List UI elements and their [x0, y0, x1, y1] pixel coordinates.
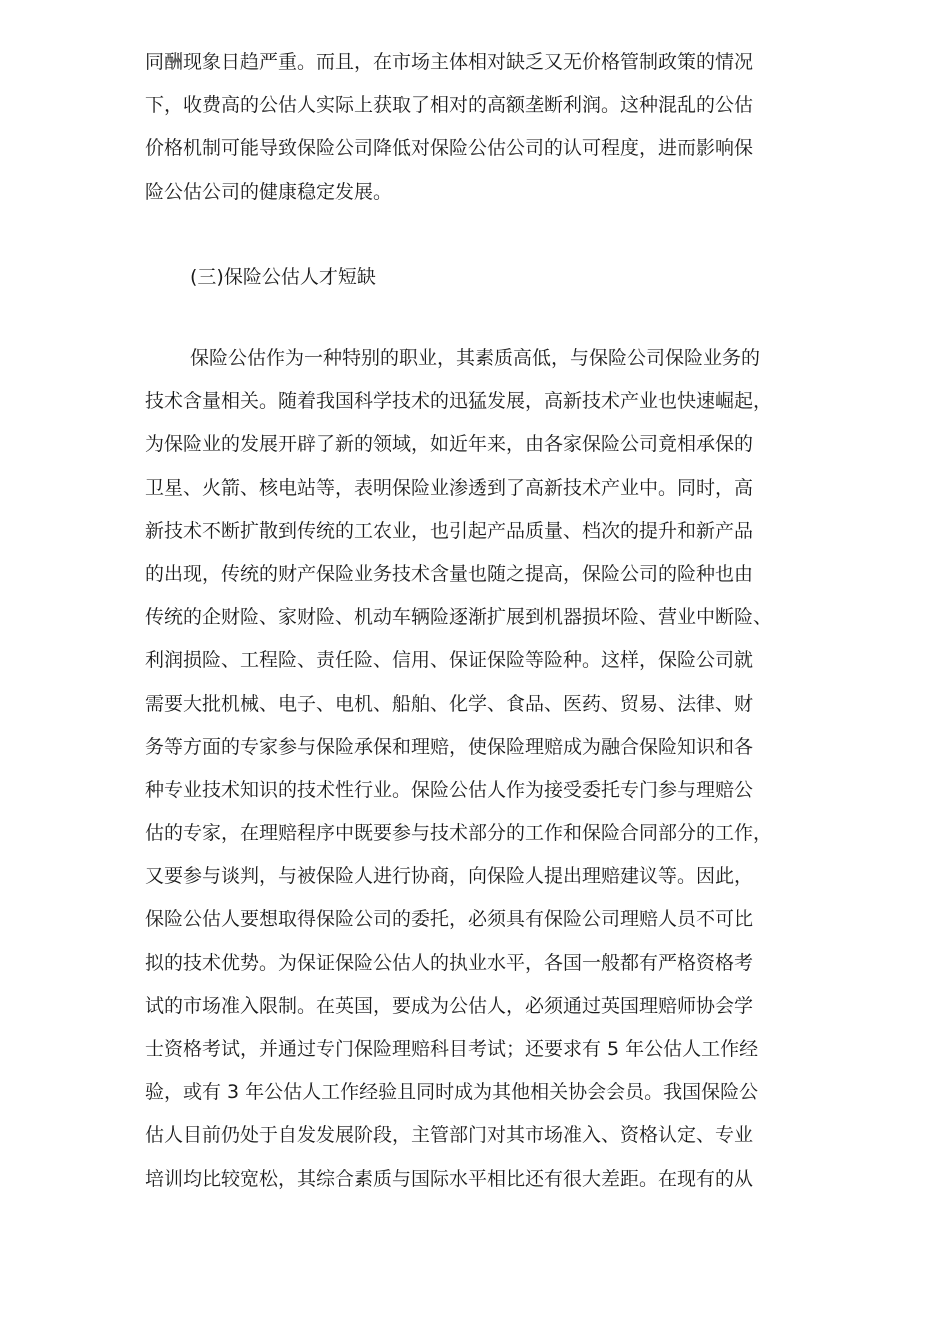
paragraph-line: 价格机制可能导致保险公司降低对保险公估公司的认可程度，进而影响保 — [145, 137, 754, 160]
paragraph-line: 技术含量相关。随着我国科学技术的迅猛发展，高新技术产业也快速崛起， — [145, 390, 773, 413]
paragraph-1 — [145, 41, 875, 214]
paragraph-line: 种专业技术知识的技术性行业。保险公估人作为接受委托专门参与理赔公 — [145, 778, 754, 801]
paragraph-line: 保险公估作为一种特别的职业，其素质高低，与保险公司保险业务的 — [190, 347, 761, 369]
paragraph-line: 又要参与谈判，与被保险人进行协商，向保险人提出理赔建议等。因此， — [145, 865, 754, 888]
paragraph-line: 估的专家，在理赔程序中既要参与技术部分的工作和保险合同部分的工作， — [145, 822, 773, 845]
paragraph-line: 培训均比较宽松，其综合素质与国际水平相比还有很大差距。在现有的从 — [145, 1167, 754, 1190]
paragraph-line: 传统的企财险、家财险、机动车辆险逐渐扩展到机器损坏险、营业中断险、 — [145, 606, 773, 629]
paragraph-2 — [145, 337, 875, 1201]
paragraph-line: 同酬现象日趋严重。而且，在市场主体相对缺乏又无价格管制政策的情况 — [145, 51, 754, 73]
paragraph-line: 士资格考试，并通过专门保险理赔科目考试；还要求有 5 年公估人工作经 — [145, 1038, 759, 1060]
paragraph-line: 估人目前仍处于自发发展阶段，主管部门对其市场准入、资格认定、专业 — [145, 1124, 754, 1147]
paragraph-line: 险公估公司的健康稳定发展。 — [145, 180, 393, 203]
paragraph-line: 验，或有 3 年公估人工作经验且同时成为其他相关协会会员。我国保险公 — [145, 1081, 759, 1104]
paragraph-line: 保险公估人要想取得保险公司的委托，必须具有保险公司理赔人员不可比 — [145, 908, 754, 931]
paragraph-line: 务等方面的专家参与保险承保和理赔，使保险理赔成为融合保险知识和各 — [145, 735, 754, 758]
paragraph-line: 为保险业的发展开辟了新的领域，如近年来，由各家保险公司竟相承保的 — [145, 433, 754, 456]
paragraph-line: 卫星、火箭、核电站等，表明保险业渗透到了高新技术产业中。同时，高 — [145, 476, 754, 499]
paragraph-line: 新技术不断扩散到传统的工农业，也引起产品质量、档次的提升和新产品 — [145, 519, 754, 542]
paragraph-line: 试的市场准入限制。在英国，要成为公估人，必须通过英国理赔师协会学 — [145, 994, 754, 1017]
paragraph-line: 的出现，传统的财产保险业务技术含量也随之提高，保险公司的险种也由 — [145, 562, 754, 585]
paragraph-line: 拟的技术优势。为保证保险公估人的执业水平，各国一般都有严格资格考 — [145, 951, 754, 974]
paragraph-line: 利润损险、工程险、责任险、信用、保证保险等险种。这样，保险公司就 — [145, 649, 754, 672]
section-heading: (三)保险公估人才短缺 — [190, 266, 376, 288]
paragraph-line: 下，收费高的公估人实际上获取了相对的高额垄断利润。这种混乱的公估 — [145, 94, 754, 117]
paragraph-line: 需要大批机械、电子、电机、船舶、化学、食品、医药、贸易、法律、财 — [145, 692, 754, 715]
